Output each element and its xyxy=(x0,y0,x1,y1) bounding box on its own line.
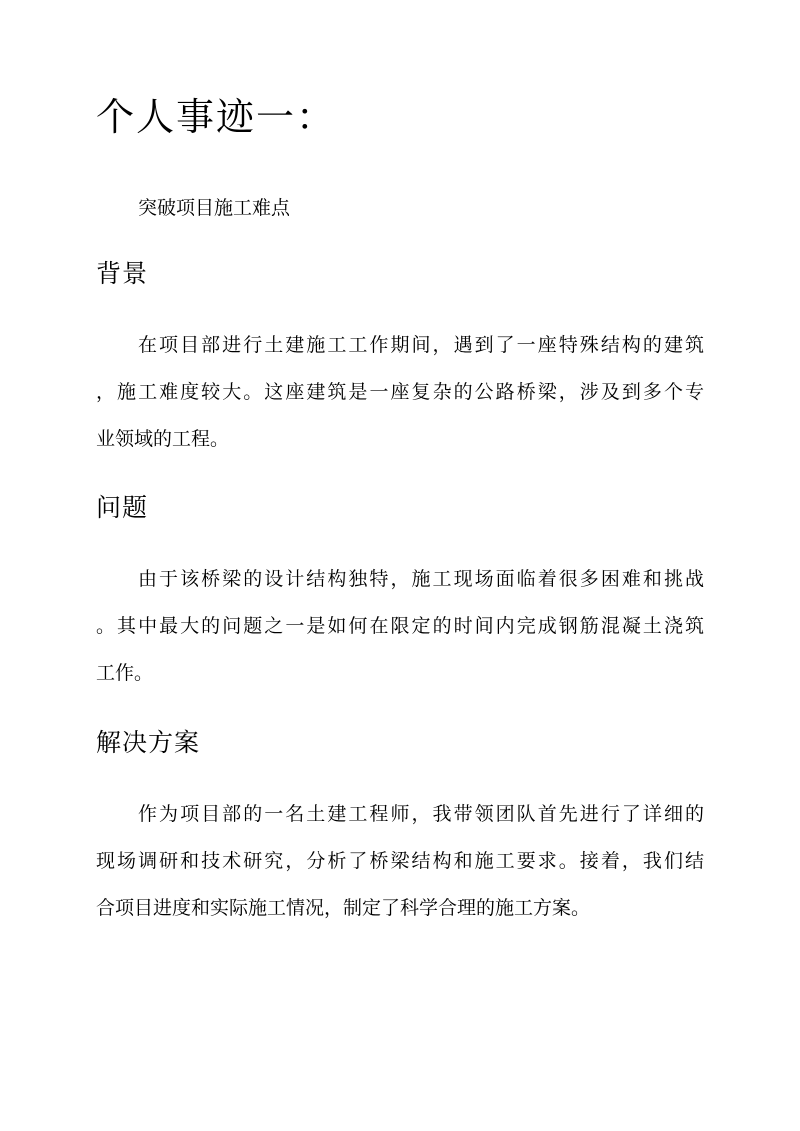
paragraph-line: 现场调研和技术研究，分析了桥梁结构和施工要求。接着，我们结 xyxy=(96,850,704,872)
section-heading-solution: 解决方案 xyxy=(96,728,201,757)
paragraph-line: 合项目进度和实际施工情况，制定了科学合理的施工方案。 xyxy=(96,897,591,919)
section-body-problem xyxy=(96,567,704,708)
section-body-solution xyxy=(96,802,704,943)
paragraph-line: 业领域的工程。 xyxy=(96,428,230,450)
section-heading-problem: 问题 xyxy=(96,493,149,522)
paragraph-line: 在项目部进行土建施工工作期间，遇到了一座特殊结构的建筑 xyxy=(138,334,704,356)
paragraph-line: 由于该桥梁的设计结构独特，施工现场面临着很多困难和挑战 xyxy=(138,568,704,590)
paragraph-line: 。其中最大的问题之一是如何在限定的时间内完成钢筋混凝土浇筑 xyxy=(96,615,704,637)
paragraph-line: 作为项目部的一名土建工程师，我带领团队首先进行了详细的 xyxy=(138,803,704,825)
section-body-background xyxy=(96,333,704,474)
document-subtitle: 突破项目施工难点 xyxy=(138,197,291,219)
section-heading-background: 背景 xyxy=(96,259,149,288)
document-title: 个人事迹一： xyxy=(96,95,337,139)
paragraph-line: 工作。 xyxy=(96,662,154,684)
paragraph-line: ，施工难度较大。这座建筑是一座复杂的公路桥梁，涉及到多个专 xyxy=(96,381,704,403)
